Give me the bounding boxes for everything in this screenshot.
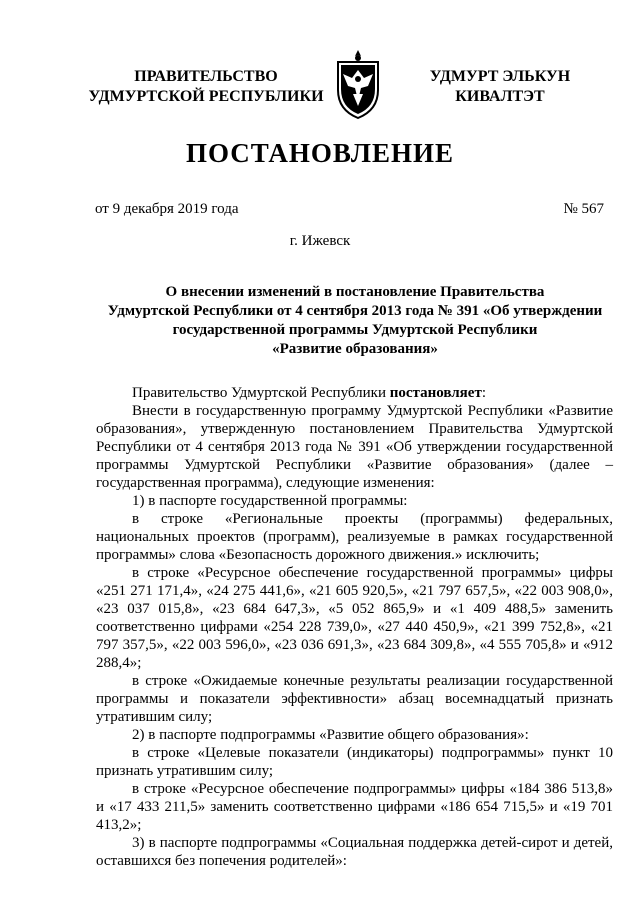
document-date: от 9 декабря 2019 года	[95, 201, 239, 217]
body-paragraph: 2) в паспорте подпрограммы «Развитие общего образования»:	[132, 727, 529, 743]
body-paragraph	[96, 384, 613, 402]
subject-line: «Развитие образования»	[272, 341, 438, 357]
body-paragraph: 3) в паспорте подпрограммы «Социальная поддержка детей-сирот и детей, оставшихся без попечения родителей»:	[96, 835, 613, 869]
body-paragraph: 1) в паспорте государственной программы:	[132, 493, 408, 509]
org-name-russian-line2: УДМУРТСКОЙ РЕСПУБЛИКИ	[88, 88, 324, 105]
org-name-udmurt	[420, 67, 580, 107]
preamble-tail: :	[481, 385, 486, 401]
document-subject	[90, 283, 620, 359]
document-title: ПОСТАНОВЛЕНИЕ	[185, 138, 455, 168]
subject-line: Удмуртской Республики от 4 сентября 2013 года № 391 «Об утверждении	[107, 303, 603, 319]
body-paragraph: в строке «Ожидаемые конечные результаты реализации государственной программы и показатели эффективности» абзац восемнадцатый признать утратившим силу;	[96, 673, 613, 725]
body-paragraph: в строке «Ресурсное обеспечение государственной программы» цифры «251 271 171,4», «24 275 441,6», «21 605 920,5», «21 797 657,5», «22 003 908,0», «23 037 015,8», «23 684 647,3», «5 052 865,9» и «1 409 488,5» заменить соответственно цифрами «254 228 739,0», «27 440 450,9», «21 399 752,8», «21 797 357,5», «22 003 596,0», «23 036 691,3», «23 684 309,8», «4 555 705,8» и «912 288,4»;	[96, 565, 613, 671]
preamble-lead: Правительство Удмуртской Республики	[132, 385, 390, 401]
body-paragraph: в строке «Ресурсное обеспечение подпрограммы» цифры «184 386 513,8» и «17 433 211,5» заменить соответственно цифрами «186 654 715,5» и «19 701 413,2»;	[96, 781, 613, 833]
document-number: № 567	[563, 201, 604, 217]
org-name-russian	[86, 67, 326, 107]
body-paragraph: Внести в государственную программу Удмуртской Республики «Развитие образования», утвержденную постановлением Правительства Удмуртской Республики от 4 сентября 2013 года № 391 «Об утверждении государственной программы Удмуртской Республики «Развитие образования» (далее – государственная программа), следующие изменения:	[96, 403, 613, 491]
document-city: г. Ижевск	[289, 233, 351, 249]
org-name-udmurt-line2: КИВАЛТЭТ	[455, 88, 545, 105]
org-name-russian-line1: ПРАВИТЕЛЬСТВО	[134, 68, 278, 85]
body-paragraph: в строке «Целевые показатели (индикаторы) подпрограммы» пункт 10 признать утратившим силу;	[96, 745, 613, 779]
body-paragraph: в строке «Региональные проекты (программы) федеральных, национальных проектов (программ), реализуемые в рамках государственной программы» слова «Безопасность дорожного движения.» исключить;	[96, 511, 613, 563]
preamble-verb: постановляет	[389, 385, 482, 401]
document-body	[96, 384, 613, 870]
org-name-udmurt-line1: УДМУРТ ЭЛЬКУН	[429, 68, 571, 85]
subject-line: О внесении изменений в постановление Правительства	[165, 284, 545, 300]
coat-of-arms-icon	[333, 48, 383, 120]
subject-line: государственной программы Удмуртской Республики	[172, 322, 538, 338]
